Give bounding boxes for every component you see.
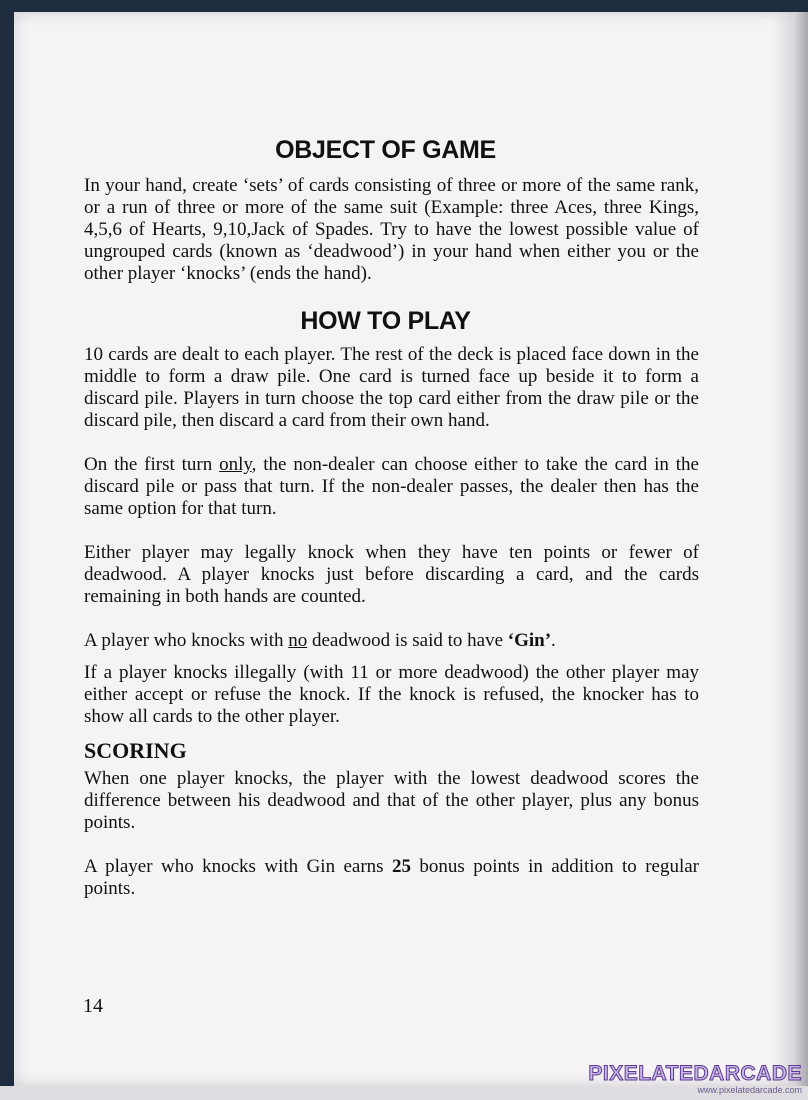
- heading-how-to-play: HOW TO PLAY: [300, 307, 471, 335]
- watermark: [588, 1063, 802, 1095]
- scoring-paragraph-1: When one player knocks, the player with the lowest deadwood scores the difference between his deadwood and that of the other player, plus any bonus points.: [84, 768, 699, 833]
- text-span: .: [551, 630, 556, 651]
- underlined-word-only: only: [219, 454, 252, 475]
- bold-bonus-25: 25: [392, 856, 411, 877]
- scoring-paragraph-2: [84, 856, 699, 900]
- how-to-play-paragraph-2: [84, 454, 699, 520]
- text-span: A player who knocks with Gin earns: [84, 856, 392, 877]
- watermark-url: www.pixelatedarcade.com: [697, 1085, 802, 1095]
- object-paragraph: In your hand, create ‘sets’ of cards consisting of three or more of the same rank, or a run of three or more of the same suit (Example: three Aces, three Kings, 4,5,6 of Hearts, 9,10,Jack of Spades. Try to have the lowest possible value of ungrouped cards (known as ‘deadwood’) in your hand when either you or the other player ‘knocks’ (ends the hand).: [84, 175, 699, 284]
- text-span: deadwood is said to have: [307, 630, 508, 651]
- how-to-play-paragraph-3: Either player may legally knock when they have ten points or fewer of deadwood. A player knocks just before discarding a card, and the cards remaining in both hands are counted.: [84, 542, 699, 607]
- heading-scoring: SCORING: [84, 738, 187, 763]
- how-to-play-paragraph-4: [84, 630, 699, 652]
- page-number: 14: [83, 995, 103, 1017]
- next-page-edge: [794, 12, 808, 1086]
- text-span: bonus points in addition to regular points.: [84, 856, 699, 899]
- underlined-word-no: no: [288, 630, 308, 651]
- page-content: [72, 136, 699, 922]
- text-span: On the first turn: [84, 454, 220, 475]
- text-span: , the non-dealer can choose either to take the card in the discard pile or pass that turn. If the non-dealer passes, the dealer then has the same option for that turn.: [84, 454, 699, 519]
- heading-object-of-game: OBJECT OF GAME: [275, 136, 496, 164]
- bold-gin: ‘Gin’: [507, 630, 552, 651]
- watermark-logo-text: PIXELATEDARCADE: [588, 1062, 802, 1085]
- how-to-play-paragraph-5: If a player knocks illegally (with 11 or more deadwood) the other player may either accept or refuse the knock. If the knock is refused, the knocker has to show all cards to the other player.: [84, 662, 699, 727]
- text-span: A player who knocks with: [84, 630, 289, 651]
- how-to-play-paragraph-1: 10 cards are dealt to each player. The rest of the deck is placed face down in the middle to form a draw pile. One card is turned face up beside it to form a discard pile. Players in turn choose the top card either from the draw pile or the discard pile, then discard a card from their own hand.: [84, 344, 699, 431]
